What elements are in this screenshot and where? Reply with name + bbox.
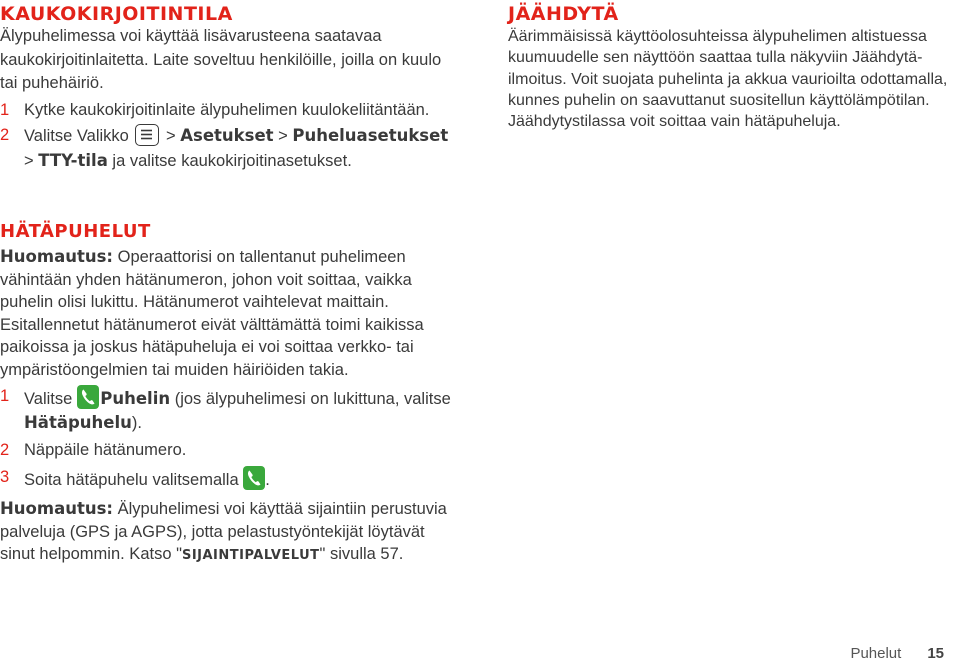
emergency-note: [0, 246, 462, 381]
location-services-link[interactable]: SIJAINTIPALVELUT: [181, 548, 320, 563]
note-text: Älypuhelimesi voi käyttää sijaintiin perustuvia palveluja (GPS ja AGPS), jotta pelastustyöntekijät löytävät sinut helpommin. Katso ": [0, 500, 447, 563]
step-text: Valitse: [24, 390, 77, 408]
step-number: 3: [0, 468, 10, 486]
emergency-step-3: [0, 466, 462, 492]
step-number: 2: [0, 441, 10, 459]
tty-step-2: [0, 124, 462, 173]
page-footer: [850, 645, 944, 662]
footer-section: Puhelut: [850, 645, 902, 662]
emergency-step-1: [0, 385, 462, 435]
section-cooling: [508, 4, 960, 132]
emergency-call-label: Hätäpuhelu: [24, 413, 132, 432]
step-text: .: [265, 471, 270, 489]
step-text: ja valitse kaukokirjoitinasetukset.: [107, 151, 352, 170]
emergency-step-2: [0, 439, 462, 462]
page-number: 15: [927, 645, 944, 662]
tty-mode-label: TTY-tila: [38, 150, 108, 170]
path-separator: >: [24, 151, 39, 170]
step-number: 1: [0, 387, 10, 405]
tty-step-1: [0, 99, 462, 123]
step-text: Soita hätäpuhelu valitsemalla: [24, 471, 244, 489]
tty-intro: Älypuhelimessa voi käyttää lisävarusteena saatavaa kaukokirjoitinlaitetta. Laite soveltuu henkilöille, joilla on kuulo tai puhehäiriö.: [0, 27, 442, 92]
phone-icon: [77, 385, 99, 409]
cooling-heading: JÄÄHDYTÄ: [508, 3, 619, 25]
section-tty: [0, 4, 462, 173]
cooling-text: Äärimmäisissä käyttöolosuhteissa älypuhelimen altistuessa kuumuudelle sen näyttöön saattaa tulla näkyviin Jäähdytä-ilmoitus. Voit suojata puhelinta ja akkua vaurioilta odottamalla, kunnes puhelin on saavuttanut suositellun käyttölämpötilan. Jäähdytystilassa voit soittaa vain hätäpuheluja.: [508, 28, 948, 131]
location-note: [0, 498, 462, 568]
note-label: Huomautus:: [0, 499, 114, 518]
path-separator: >: [273, 127, 293, 145]
menu-icon: [135, 124, 159, 146]
emergency-heading: HÄTÄPUHELUT: [0, 221, 151, 242]
step-text: ).: [131, 414, 142, 432]
settings-label: Asetukset: [180, 126, 274, 145]
step-text: Kytke kaukokirjoitinlaite älypuhelimen kuulokeliitäntään.: [24, 100, 430, 119]
call-icon: [243, 466, 265, 490]
step-number: 1: [0, 100, 10, 119]
step-text: Näppäile hätänumero.: [24, 441, 187, 459]
step-text: (jos älypuhelimesi on lukittuna, valitse: [170, 390, 451, 408]
step-number: 2: [0, 126, 10, 144]
note-label: Huomautus:: [0, 247, 114, 266]
call-settings-label: Puheluasetukset: [292, 126, 449, 145]
phone-app-label: Puhelin: [100, 389, 171, 408]
path-separator: >: [161, 127, 181, 145]
note-text: " sivulla 57.: [319, 545, 404, 563]
step-text: Valitse Valikko: [24, 127, 129, 145]
tty-heading: KAUKOKIRJOITINTILA: [0, 3, 233, 25]
note-text: Operaattorisi on tallentanut puhelimeen vähintään yhden hätänumeron, johon voit soittaa, vaikka puhelin olisi lukittu. Hätänumerot vaihtelevat maittain. Esitallennetut hätänumerot eivät välttämättä toimi kaikissa paikoissa ja joskus hätäpuheluja ei voi soittaa verkko- tai ympäristöongelmien tai muiden häiriöiden takia.: [0, 248, 424, 379]
section-emergency: [0, 222, 462, 568]
